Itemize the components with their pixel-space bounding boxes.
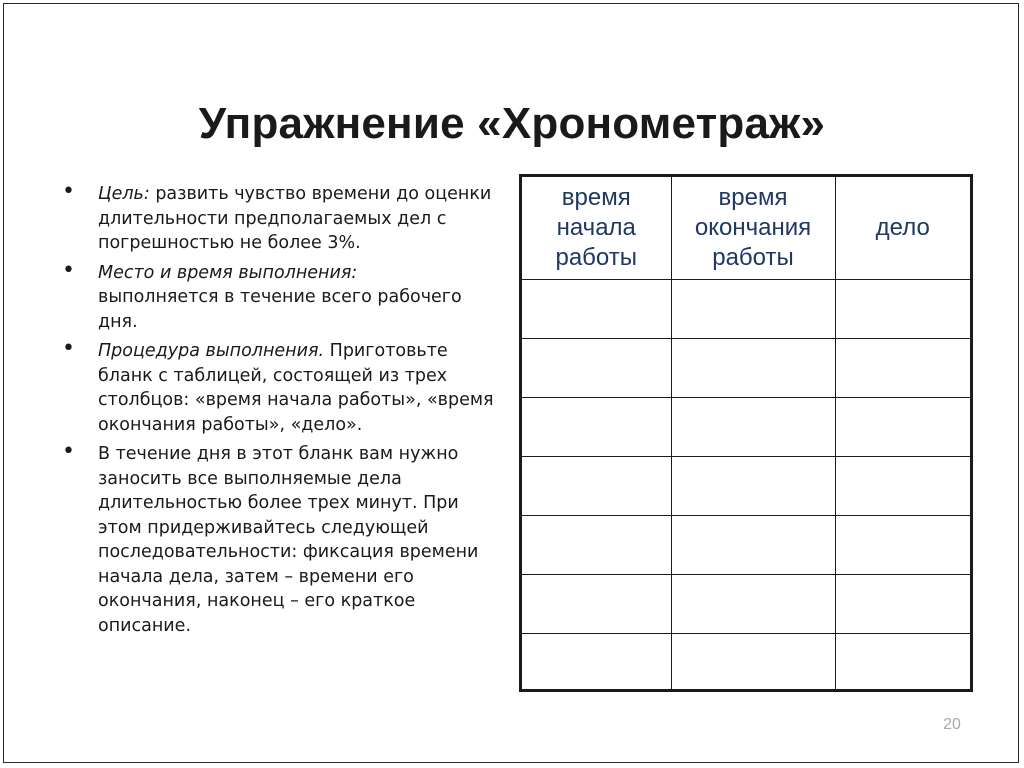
table-row (522, 516, 970, 575)
bullet-item-goal (60, 179, 505, 256)
slide-title: Упражнение «Хронометраж» (198, 99, 826, 149)
table-cell (671, 280, 835, 339)
bullet-item-instructions (60, 439, 505, 638)
page-number: 20 (943, 716, 961, 733)
table-cell (835, 339, 970, 398)
column-header-end-time: время окончания работы (671, 177, 835, 280)
bullet-list (60, 179, 505, 643)
bullet-dot-icon: • (62, 179, 75, 204)
table-row (522, 339, 970, 398)
table-cell (835, 398, 970, 457)
table-cell (522, 516, 671, 575)
table-cell (835, 457, 970, 516)
timing-table-frame (519, 174, 973, 692)
table-cell (671, 516, 835, 575)
bullet-item-procedure (60, 336, 505, 437)
bullet-text: развить чувство времени до оценки длительности предполагаемых дел с погрешностью не более 3%. (98, 184, 492, 253)
bullet-lead: Место и время выполнения: (98, 262, 358, 283)
table-cell (671, 398, 835, 457)
bullet-text: выполняется в течение всего рабочего дня. (98, 287, 462, 332)
bullet-dot-icon: • (62, 336, 75, 361)
bullet-dot-icon: • (62, 257, 75, 283)
bullet-dot-icon: • (62, 439, 75, 464)
bullet-text: Приготовьте бланк с таблицей, состоящей из трех столбцов: «время начала работы», «время окончания работы», «дело». (98, 341, 494, 435)
table-cell (671, 457, 835, 516)
table-cell (522, 280, 671, 339)
table-cell (522, 634, 671, 693)
bullet-lead: Процедура выполнения. (98, 341, 325, 361)
bullet-item-place-time (60, 257, 505, 335)
bullet-text: В течение дня в этот бланк вам нужно заносить все выполняемые дела длительностью более трех минут. При этом придерживайтесь следующей последовательности: фиксация времени начала дела, затем – времени его окончания, наконец – его краткое описание. (98, 444, 479, 636)
table-cell (671, 575, 835, 634)
table-cell (835, 280, 970, 339)
column-header-start-time: время начала работы (522, 177, 671, 280)
timing-table (522, 177, 970, 692)
table-row (522, 398, 970, 457)
table-row (522, 634, 970, 693)
table-cell (671, 339, 835, 398)
table-cell (835, 516, 970, 575)
table-cell (522, 457, 671, 516)
table-cell (671, 634, 835, 693)
table-row (522, 457, 970, 516)
table-cell (522, 339, 671, 398)
table-cell (835, 575, 970, 634)
table-header-row (522, 177, 970, 280)
table-row (522, 280, 970, 339)
column-header-task: дело (835, 177, 970, 280)
table-row (522, 575, 970, 634)
table-cell (522, 575, 671, 634)
bullet-lead: Цель: (98, 184, 150, 204)
table-cell (835, 634, 970, 693)
table-cell (522, 398, 671, 457)
